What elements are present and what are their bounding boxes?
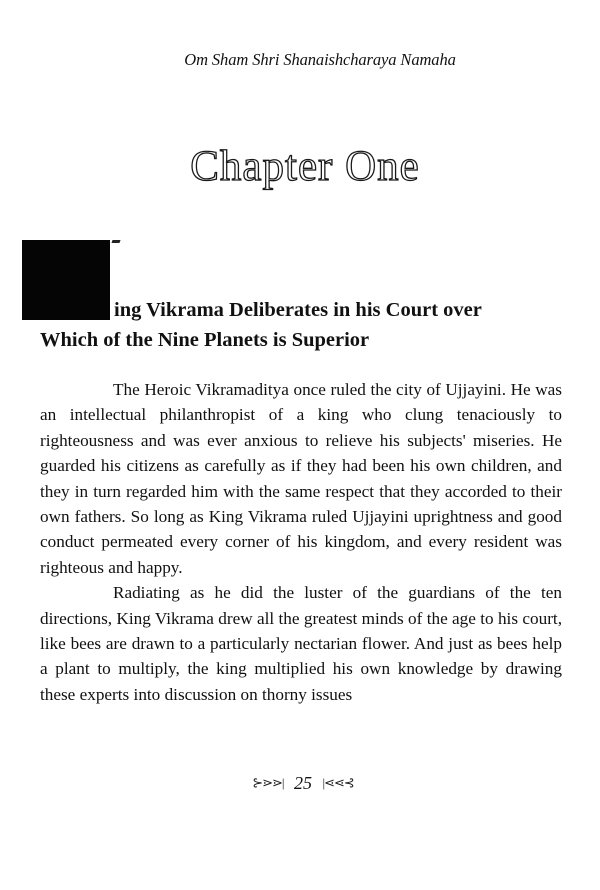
- running-head: Om Sham Shri Shanaishcharaya Namaha: [184, 50, 456, 69]
- page-number: 25: [294, 773, 312, 793]
- paragraph-1: The Heroic Vikramaditya once ruled the city of Ujjayini. He was an intellectual philanthropist of a king who clung tenaciously to righteousness and was ever anxious to relieve his subjects' miseries. He guarded his citizens as carefully as if they had been his own children, and they in turn regarded him with the same respect that they accorded to their own fathers. So long as King Vikrama ruled Ujjayini uprightness and good conduct permeated every corner of his kingdom, and every resident was righteous and happy.: [40, 380, 562, 577]
- dropcap-tick-icon: [111, 240, 120, 243]
- section-heading: [40, 295, 560, 355]
- left-ornament-icon: ⊱⋗⋗|: [252, 775, 284, 790]
- body-text: [40, 377, 562, 707]
- right-ornament-icon: |⋖⋖⊰: [322, 775, 354, 790]
- section-heading-line-2: Which of the Nine Planets is Superior: [40, 329, 370, 351]
- page-footer: [0, 773, 600, 794]
- section-heading-line-1: ing Vikrama Deliberates in his Court over: [114, 299, 482, 321]
- chapter-title: Chapter One: [190, 143, 420, 190]
- paragraph-2: Radiating as he did the luster of the guardians of the ten directions, King Vikrama drew all the greatest minds of the age to his court, like bees are drawn to a particularly nectarian flower. And just as bees help a plant to multiply, the king multiplied his own knowledge by drawing these experts into discussion on thorny issues: [40, 583, 562, 704]
